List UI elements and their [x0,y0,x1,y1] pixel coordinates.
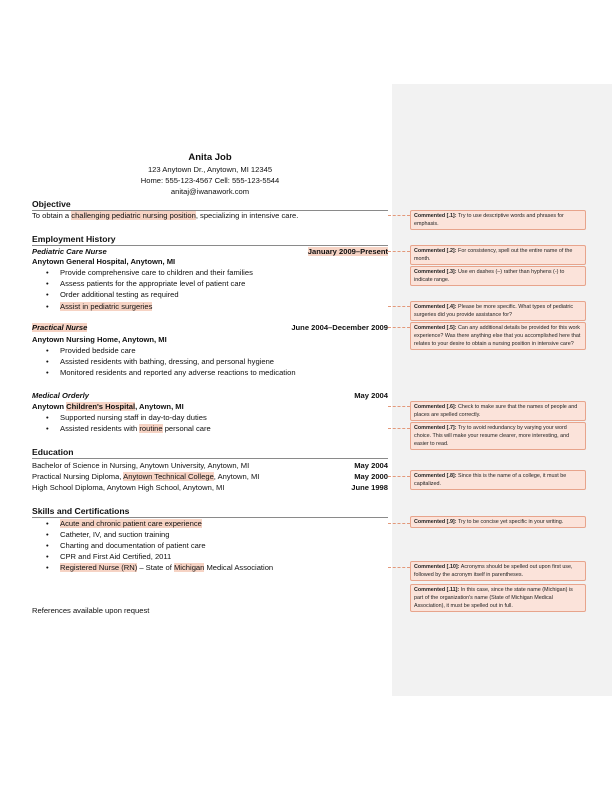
comment-balloon[interactable]: Commented [.2]: For consistency, spell out the entire name of the month. [410,245,586,265]
bullet-icon: • [46,519,49,528]
comment-connector [388,215,410,216]
divider [32,245,388,246]
comment-connector [388,476,410,477]
comment-connector [388,523,410,524]
education-year: May 2004 [354,461,388,470]
comment-balloon[interactable]: Commented [.6]: Check to make sure that the names of people and places are spelled correctly. [410,401,586,421]
bullet-icon: • [46,302,49,311]
job-dates [308,247,388,256]
objective-heading: Objective [32,199,71,209]
job-title [32,323,87,332]
comment-connector [388,567,410,568]
bullet-icon: • [46,424,49,433]
comment-highlight[interactable]: challenging pediatric nursing position [71,211,196,220]
comment-connector [388,406,410,407]
comment-highlight[interactable]: Michigan [173,563,205,572]
bullet-icon: • [46,413,49,422]
list-item: Assisted residents with routine personal care [60,424,211,433]
comment-balloon[interactable]: Commented [.9]: Try to be concise yet specific in your writing. [410,516,586,528]
divider [32,458,388,459]
skills-heading: Skills and Certifications [32,506,130,516]
job-dates: May 2004 [354,391,388,400]
comment-balloon[interactable]: Commented [.3]: Use en dashes (–) rather than hyphens (-) to indicate range. [410,266,586,286]
comment-highlight[interactable]: Anytown Technical College [123,472,214,481]
bullet-icon: • [46,290,49,299]
references-note: References available upon request [32,606,150,615]
candidate-name: Anita Job [188,152,232,163]
address: 123 Anytown Dr., Anytown, MI 12345 [147,165,273,174]
list-item: CPR and First Aid Certified, 2011 [60,552,172,561]
comment-connector [388,306,410,307]
list-item [60,302,152,311]
bullet-icon: • [46,279,49,288]
employment-heading: Employment History [32,234,116,244]
job-employer: Anytown Nursing Home, Anytown, MI [32,335,167,344]
comment-balloon[interactable]: Commented [.11]: In this case, since the state name (Michigan) is part of the organization's name (State of Michigan Medical Association), it must be spelled out in full. [410,584,586,612]
education-degree: High School Diploma, Anytown High School, Anytown, MI [32,483,225,492]
comment-highlight[interactable]: Children's Hospital [66,402,136,411]
list-item [60,519,202,528]
bullet-icon: • [46,563,49,572]
comment-highlight[interactable]: Acute and chronic patient care experience [60,519,202,528]
comment-balloon[interactable]: Commented [.8]: Since this is the name of a college, it must be capitalized. [410,470,586,490]
email: anitaj@iwanawork.com [170,187,250,196]
education-heading: Education [32,447,74,457]
comment-connector [388,251,410,252]
comment-balloon[interactable]: Commented [.10]: Acronyms should be spelled out upon first use, followed by the acronym itself in parentheses. [410,561,586,581]
bullet-icon: • [46,368,49,377]
comment-highlight[interactable]: January 2009–Present [307,247,388,256]
list-item: Assisted residents with bathing, dressing, and personal hygiene [60,357,275,366]
comment-balloon[interactable]: Commented [.4]: Please be more specific. What types of pediatric surgeries did you provide assistance for? [410,301,586,321]
bullet-icon: • [46,552,49,561]
job-title: Pediatric Care Nurse [32,247,107,256]
list-item: Catheter, IV, and suction training [60,530,170,539]
list-item: Charting and documentation of patient care [60,541,206,550]
list-item: Registered Nurse (RN) – State of Michigan Medical Association [60,563,274,572]
bullet-icon: • [46,268,49,277]
bullet-icon: • [46,357,49,366]
comment-balloon[interactable]: Commented [.1]: Try to use descriptive words and phrases for emphasis. [410,210,586,230]
comment-balloon[interactable]: Commented [.7]: Try to avoid redundancy by varying your word choice. This will make your resume clearer, more interesting, and easier to read. [410,422,586,450]
comment-highlight[interactable]: Practical Nurse [32,323,88,332]
comment-highlight[interactable]: routine [139,424,163,433]
objective-text: To obtain a challenging pediatric nursing position, specializing in intensive care. [32,211,299,220]
bullet-icon: • [46,346,49,355]
education-year: June 1998 [351,483,388,492]
comment-highlight[interactable]: Registered Nurse (RN) [60,563,138,572]
education-degree: Practical Nursing Diploma, Anytown Technical College, Anytown, MI [32,472,260,481]
bullet-icon: • [46,530,49,539]
comment-balloon[interactable]: Commented [.5]: Can any additional details be provided for this work experience? Was there anything else that you accomplished here that relates to your desire to obtain a nursing position in intensive care? [410,322,586,350]
job-employer: Anytown General Hospital, Anytown, MI [32,257,176,266]
list-item: Order additional testing as required [60,290,179,299]
education-degree: Bachelor of Science in Nursing, Anytown University, Anytown, MI [32,461,250,470]
list-item: Provided bedside care [60,346,136,355]
comment-highlight[interactable]: Assist in pediatric surgeries [60,302,153,311]
job-title: Medical Orderly [32,391,89,400]
list-item: Monitored residents and reported any adverse reactions to medication [60,368,296,377]
comment-connector [388,428,410,429]
bullet-icon: • [46,541,49,550]
job-dates: June 2004–December 2009 [291,323,388,332]
list-item: Supported nursing staff in day-to-day duties [60,413,207,422]
job-employer: Anytown Children's Hospital, Anytown, MI [32,402,184,411]
phone-numbers: Home: 555-123-4567 Cell: 555-123-5544 [140,176,280,185]
list-item: Provide comprehensive care to children and their families [60,268,253,277]
list-item: Assess patients for the appropriate level of patient care [60,279,246,288]
comment-connector [388,327,410,328]
divider [32,517,388,518]
education-year: May 2000 [354,472,388,481]
